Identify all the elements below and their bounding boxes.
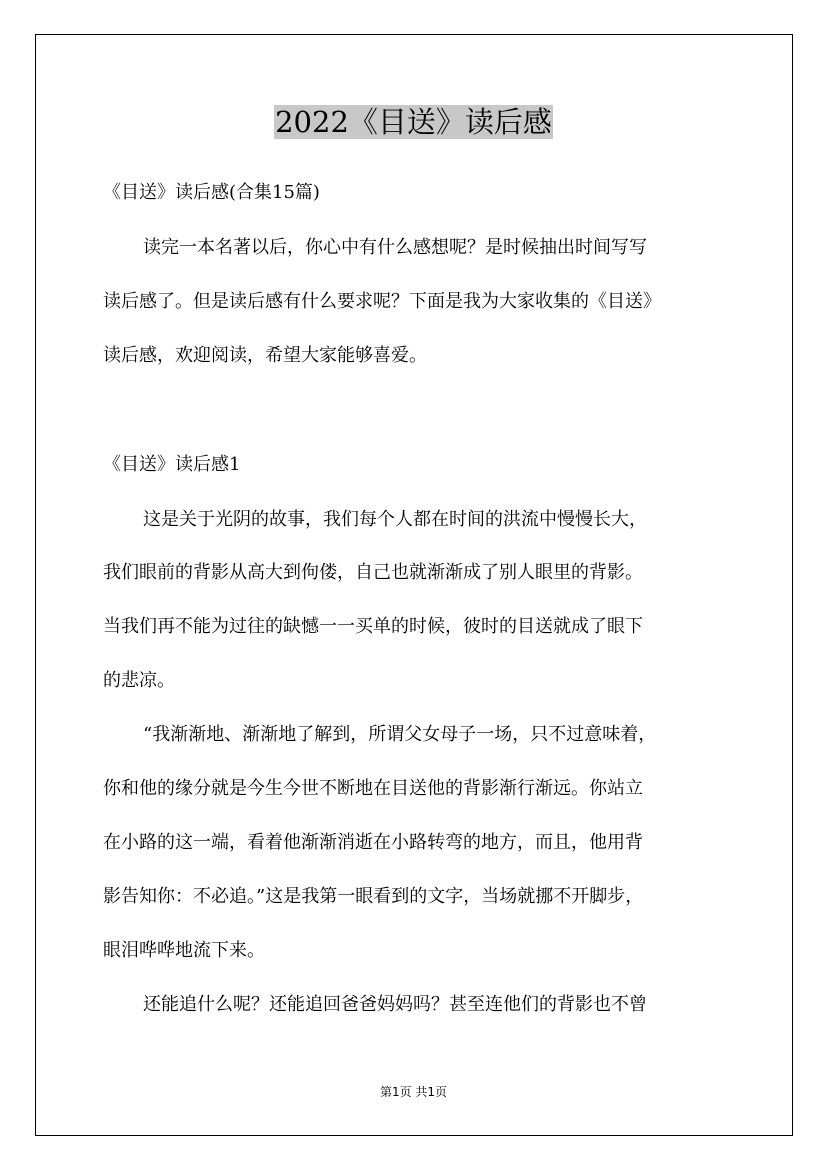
paragraph2-line-5: 眼泪哗哗地流下来。 (103, 940, 265, 961)
paragraph3-line-1: 还能追什么呢？还能追回爸爸妈妈吗？甚至连他们的背影也不曾 (143, 994, 647, 1015)
paragraph1-line-4: 的悲凉。 (103, 670, 175, 691)
paragraph2-line-2: 你和他的缘分就是今生今世不断地在目送他的背影渐行渐远。你站立 (103, 778, 643, 799)
subtitle: 《目送》读后感(合集15篇) (103, 182, 320, 203)
page-footer: 第1页 共1页 (379, 1085, 448, 1099)
document-title (0, 102, 827, 142)
section-heading: 《目送》读后感1 (103, 454, 241, 475)
intro-line-1: 读完一本名著以后，你心中有什么感想呢？是时候抽出时间写写 (143, 237, 647, 258)
paragraph2-line-4: 影告知你：不必追。”这是我第一眼看到的文字，当场就挪不开脚步， (103, 886, 644, 907)
paragraph1-line-3: 当我们再不能为过往的缺憾一一买单的时候，彼时的目送就成了眼下 (103, 616, 643, 637)
paragraph1-line-2: 我们眼前的背影从高大到佝偻，自己也就渐渐成了别人眼里的背影。 (103, 562, 643, 583)
paragraph2-line-1: “我渐渐地、渐渐地了解到，所谓父女母子一场，只不过意味着， (143, 724, 657, 745)
intro-line-3: 读后感，欢迎阅读，希望大家能够喜爱。 (103, 345, 427, 366)
intro-line-2: 读后感了。但是读后感有什么要求呢？下面是我为大家收集的《目送》 (103, 291, 661, 312)
paragraph2-line-3: 在小路的这一端，看着他渐渐消逝在小路转弯的地方，而且，他用背 (103, 832, 643, 853)
paragraph1-line-1: 这是关于光阴的故事，我们每个人都在时间的洪流中慢慢长大， (143, 509, 647, 530)
document-title-text: 2022《目送》读后感 (275, 105, 552, 139)
